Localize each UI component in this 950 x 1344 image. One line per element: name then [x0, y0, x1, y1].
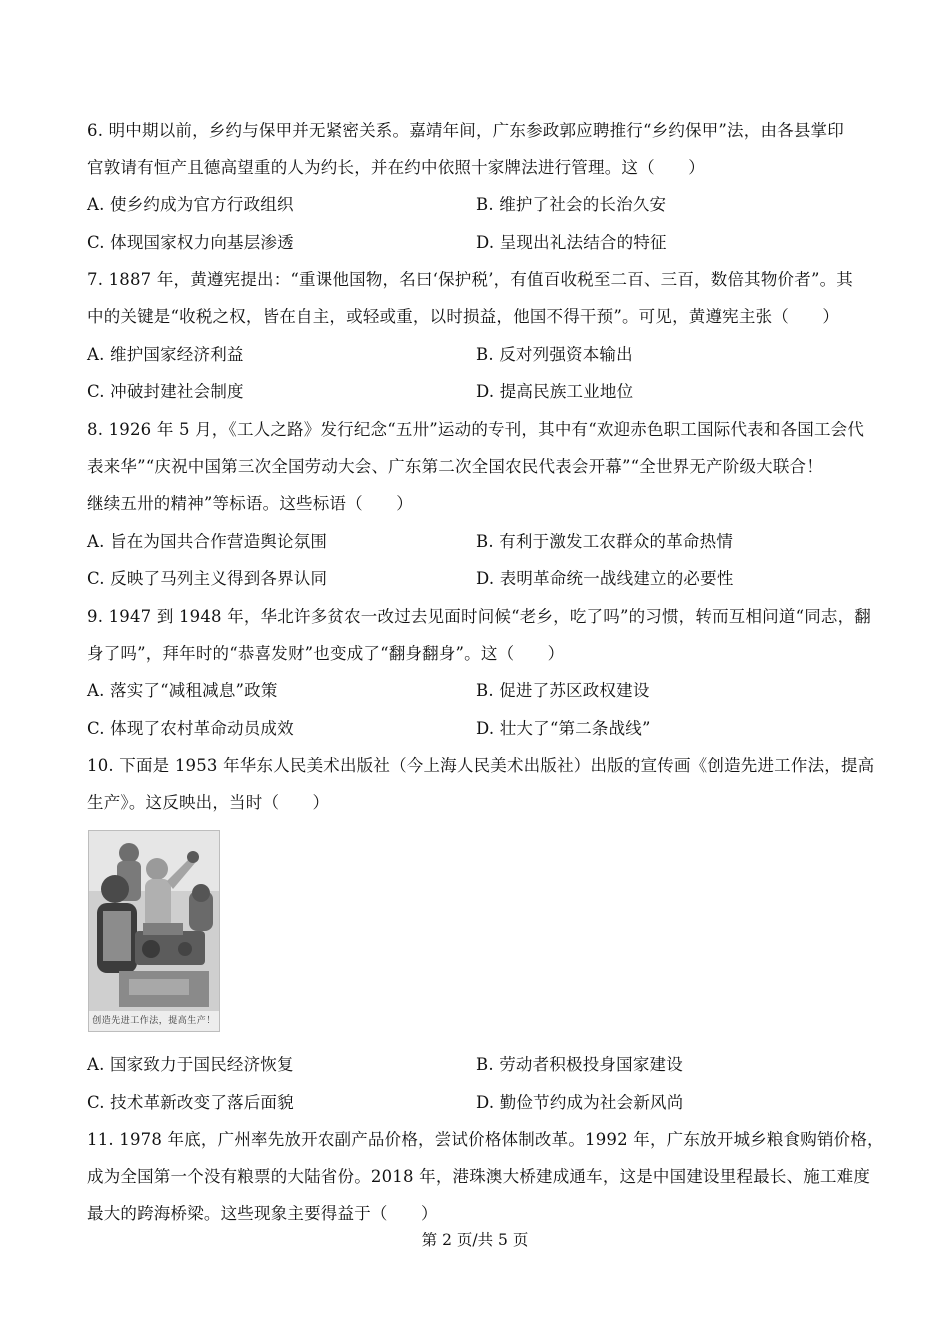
q11-stem-line-3: 最大的跨海桥梁。这些现象主要得益于（ ）	[87, 1204, 438, 1223]
q9-option-a: A. 落实了“减租减息”政策	[87, 681, 278, 700]
q7-stem-line-1: 7. 1887 年，黄遵宪提出：“重课他国物，名曰‘保护税’，有值百收税至二百、三百，数倍其物价者”。其	[87, 270, 853, 289]
poster-illustration	[89, 831, 219, 1011]
q6-stem-line-1: 6. 明中期以前，乡约与保甲并无紧密关系。嘉靖年间，广东参政郭应聘推行“乡约保甲”法，由各县掌印	[87, 121, 844, 140]
q8-option-b: B. 有利于激发工农群众的革命热情	[476, 532, 734, 551]
q10-stem-line-1: 10. 下面是 1953 年华东人民美术出版社（今上海人民美术出版社）出版的宣传画《创造先进工作法，提高	[87, 756, 875, 775]
q11-stem-line-2: 成为全国第一个没有粮票的大陆省份。2018 年，港珠澳大桥建成通车，这是中国建设里程最长、施工难度	[87, 1167, 871, 1186]
q8-option-a: A. 旨在为国共合作营造舆论氛围	[87, 532, 328, 551]
q9-option-b: B. 促进了苏区政权建设	[476, 681, 650, 700]
q10-option-c: C. 技术革新改变了落后面貌	[87, 1093, 294, 1112]
q10-stem-line-2: 生产》。这反映出，当时（ ）	[87, 793, 330, 812]
q6-stem-line-2: 官敦请有恒产且德高望重的人为约长，并在约中依照十家牌法进行管理。这（ ）	[87, 158, 705, 177]
q8-option-d: D. 表明革命统一战线建立的必要性	[476, 569, 734, 588]
q9-stem-line-1: 9. 1947 到 1948 年，华北许多贫农一改过去见面时问候“老乡，吃了吗”的习惯，转而互相问道“同志，翻	[87, 607, 872, 626]
q8-stem-line-3: 继续五卅的精神”等标语。这些标语（ ）	[87, 494, 413, 513]
q10-option-a: A. 国家致力于国民经济恢复	[87, 1055, 294, 1074]
q8-stem-line-2: 表来华”“庆祝中国第三次全国劳动大会、广东第二次全国农民代表会开幕”“全世界无产阶级大联合！	[87, 457, 823, 476]
q9-option-d: D. 壮大了“第二条战线”	[476, 719, 651, 738]
q9-option-c: C. 体现了农村革命动员成效	[87, 719, 294, 738]
q8-stem-line-1: 8. 1926 年 5 月，《工人之路》发行纪念“五卅”运动的专刊，其中有“欢迎赤色职工国际代表和各国工会代	[87, 420, 865, 439]
q10-option-b: B. 劳动者积极投身国家建设	[476, 1055, 683, 1074]
page-number-footer: 第 2 页/共 5 页	[421, 1231, 529, 1249]
q10-option-d: D. 勤俭节约成为社会新风尚	[476, 1093, 684, 1112]
q11-stem-line-1: 11. 1978 年底，广州率先放开农副产品价格，尝试价格体制改革。1992 年，广东放开城乡粮食购销价格，	[87, 1130, 884, 1149]
q6-option-c: C. 体现国家权力向基层渗透	[87, 233, 294, 252]
propaganda-poster-image	[88, 830, 220, 1032]
q9-stem-line-2: 身了吗”，拜年时的“恭喜发财”也变成了“翻身翻身”。这（ ）	[87, 644, 565, 663]
q6-option-b: B. 维护了社会的长治久安	[476, 195, 667, 214]
q6-option-d: D. 呈现出礼法结合的特征	[476, 233, 667, 252]
poster-caption: 创造先进工作法，提高生产！	[89, 1011, 219, 1031]
q7-option-a: A. 维护国家经济利益	[87, 345, 244, 364]
q7-stem-line-2: 中的关键是“收税之权，皆在自主，或轻或重，以时损益，他国不得干预”。可见，黄遵宪主张（ ）	[87, 307, 840, 326]
q7-option-c: C. 冲破封建社会制度	[87, 382, 244, 401]
q8-option-c: C. 反映了马列主义得到各界认同	[87, 569, 328, 588]
q6-option-a: A. 使乡约成为官方行政组织	[87, 195, 294, 214]
q7-option-b: B. 反对列强资本输出	[476, 345, 633, 364]
q7-option-d: D. 提高民族工业地位	[476, 382, 634, 401]
